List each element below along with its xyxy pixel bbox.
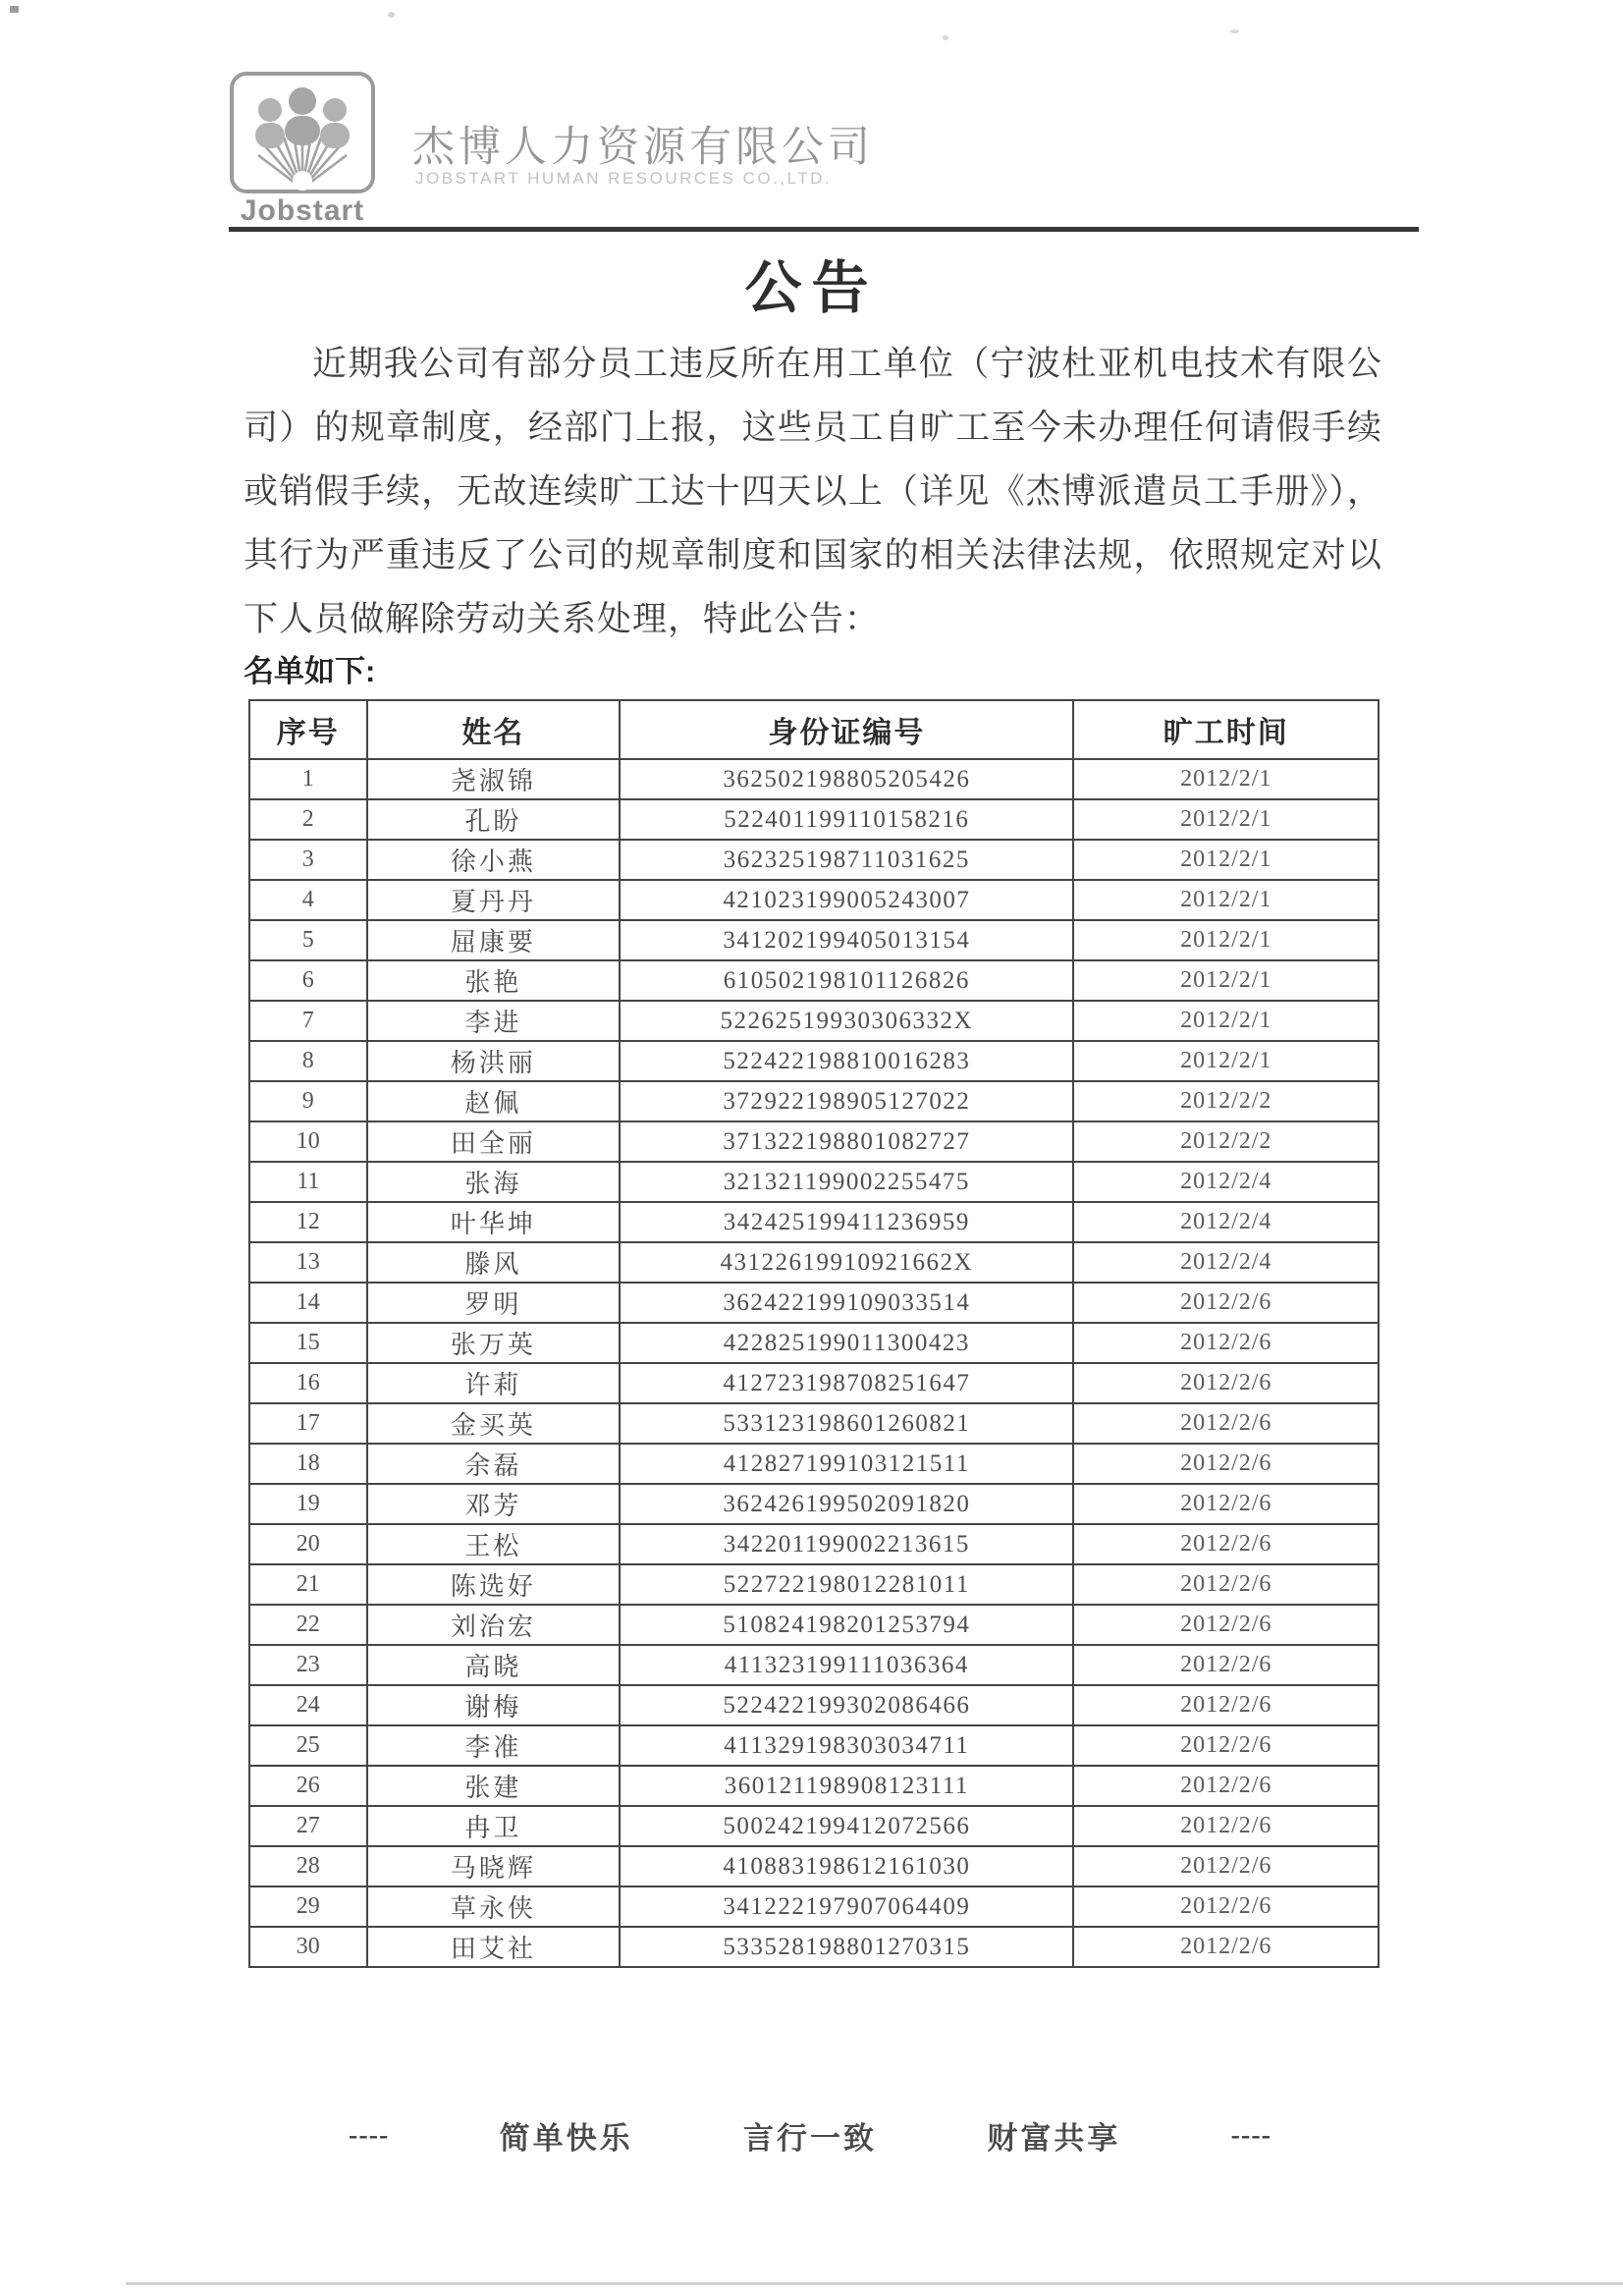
absence-date: 2012/2/1	[1073, 759, 1379, 799]
employee-name: 杨洪丽	[367, 1041, 621, 1081]
row-index: 23	[249, 1645, 367, 1685]
employee-roster-table	[248, 699, 1380, 1968]
row-index: 10	[249, 1121, 367, 1162]
row-index: 22	[249, 1605, 367, 1645]
employee-name: 夏丹丹	[367, 880, 621, 920]
id-number: 522722198012281011	[620, 1564, 1073, 1605]
id-number: 341202199405013154	[620, 920, 1073, 960]
id-number: 522401199110158216	[620, 799, 1073, 840]
table-row	[249, 1886, 1379, 1927]
row-index: 14	[249, 1283, 367, 1323]
employee-name: 徐小燕	[367, 840, 621, 880]
row-index: 15	[249, 1323, 367, 1363]
employee-name: 谢梅	[367, 1685, 621, 1725]
absence-date: 2012/2/6	[1073, 1363, 1379, 1403]
employee-name: 尧淑锦	[367, 759, 621, 799]
absence-date: 2012/2/6	[1073, 1927, 1379, 1967]
row-index: 7	[249, 1001, 367, 1041]
row-index: 6	[249, 960, 367, 1001]
id-number: 533123198601260821	[620, 1403, 1073, 1444]
id-number: 372922198905127022	[620, 1081, 1073, 1121]
id-number: 410883198612161030	[620, 1846, 1073, 1886]
id-number: 362426199502091820	[620, 1484, 1073, 1524]
table-row	[249, 1564, 1379, 1605]
employee-name: 草永侠	[367, 1886, 621, 1927]
absence-date: 2012/2/6	[1073, 1645, 1379, 1685]
absence-date: 2012/2/1	[1073, 799, 1379, 840]
absence-date: 2012/2/1	[1073, 880, 1379, 920]
header-divider	[229, 227, 1419, 232]
row-index: 24	[249, 1685, 367, 1725]
table-row	[249, 1806, 1379, 1846]
table-row	[249, 799, 1379, 840]
scan-artifact	[10, 6, 19, 13]
employee-name: 屈康要	[367, 920, 621, 960]
absence-date: 2012/2/1	[1073, 1041, 1379, 1081]
scan-artifact	[1230, 29, 1239, 33]
id-number: 362325198711031625	[620, 840, 1073, 880]
row-index: 21	[249, 1564, 367, 1605]
footer-dashes-right: ----	[1230, 2119, 1271, 2151]
id-number: 500242199412072566	[620, 1806, 1073, 1846]
employee-name: 张海	[367, 1162, 621, 1202]
table-row	[249, 1484, 1379, 1524]
employee-name: 李准	[367, 1725, 621, 1766]
footer-slogan-2: 言行一致	[742, 2121, 877, 2156]
table-row	[249, 880, 1379, 920]
row-index: 11	[249, 1162, 367, 1202]
footer-slogan-1: 简单快乐	[499, 2121, 633, 2156]
id-number: 341222197907064409	[620, 1886, 1073, 1927]
table-row	[249, 1121, 1379, 1162]
employee-name: 张建	[367, 1766, 621, 1806]
employee-name: 罗明	[367, 1283, 621, 1323]
employee-name: 田艾社	[367, 1927, 621, 1967]
table-row	[249, 1685, 1379, 1725]
id-number: 411329198303034711	[620, 1725, 1073, 1766]
table-row	[249, 1162, 1379, 1202]
row-index: 2	[249, 799, 367, 840]
scan-artifact	[943, 35, 948, 40]
col-header-id-number: 身份证编号	[620, 700, 1073, 759]
absence-date: 2012/2/4	[1073, 1162, 1379, 1202]
absence-date: 2012/2/6	[1073, 1283, 1379, 1323]
employee-name: 许莉	[367, 1363, 621, 1403]
table-row	[249, 1363, 1379, 1403]
table-row	[249, 1766, 1379, 1806]
row-index: 19	[249, 1484, 367, 1524]
absence-date: 2012/2/2	[1073, 1121, 1379, 1162]
table-row	[249, 1403, 1379, 1444]
employee-name: 孔盼	[367, 799, 621, 840]
id-number: 360121198908123111	[620, 1766, 1073, 1806]
table-row	[249, 1846, 1379, 1886]
id-number: 342425199411236959	[620, 1202, 1073, 1242]
absence-date: 2012/2/4	[1073, 1242, 1379, 1283]
absence-date: 2012/2/6	[1073, 1685, 1379, 1725]
absence-date: 2012/2/6	[1073, 1444, 1379, 1484]
employee-name: 高晓	[367, 1645, 621, 1685]
col-header-absence-date: 旷工时间	[1073, 700, 1379, 759]
footer-slogan	[349, 2113, 1271, 2158]
id-number: 342201199002213615	[620, 1524, 1073, 1564]
announcement-paragraph: 近期我公司有部分员工违反所在用工单位（宁波杜亚机电技术有限公司）的规章制度，经部门上报，这些员工自旷工至今未办理任何请假手续或销假手续，无故连续旷工达十四天以上（详见《杰博派遣员工手册》），其行为严重违反了公司的规章制度和国家的相关法律法规，依照规定对以下人员做解除劳动关系处理，特此公告：	[243, 345, 1382, 638]
absence-date: 2012/2/6	[1073, 1484, 1379, 1524]
table-row	[249, 1524, 1379, 1564]
footer-slogan-3: 财富共享	[987, 2121, 1121, 2156]
col-header-index: 序号	[249, 700, 367, 759]
row-index: 9	[249, 1081, 367, 1121]
id-number: 321321199002255475	[620, 1162, 1073, 1202]
id-number: 411323199111036364	[620, 1645, 1073, 1685]
row-index: 18	[249, 1444, 367, 1484]
absence-date: 2012/2/1	[1073, 960, 1379, 1001]
id-number: 362422199109033514	[620, 1283, 1073, 1323]
row-index: 26	[249, 1766, 367, 1806]
table-row	[249, 1605, 1379, 1645]
id-number: 533528198801270315	[620, 1927, 1073, 1967]
company-logo-icon	[229, 71, 376, 194]
table-row	[249, 1041, 1379, 1081]
absence-date: 2012/2/2	[1073, 1081, 1379, 1121]
row-index: 5	[249, 920, 367, 960]
row-index: 8	[249, 1041, 367, 1081]
id-number: 371322198801082727	[620, 1121, 1073, 1162]
scan-edge	[126, 2282, 1623, 2285]
employee-name: 王松	[367, 1524, 621, 1564]
row-index: 1	[249, 759, 367, 799]
table-row	[249, 1283, 1379, 1323]
absence-date: 2012/2/6	[1073, 1564, 1379, 1605]
employee-name: 陈选好	[367, 1564, 621, 1605]
absence-date: 2012/2/6	[1073, 1323, 1379, 1363]
col-header-name: 姓名	[367, 700, 621, 759]
absence-date: 2012/2/6	[1073, 1846, 1379, 1886]
table-row	[249, 1001, 1379, 1041]
absence-date: 2012/2/6	[1073, 1403, 1379, 1444]
absence-date: 2012/2/6	[1073, 1605, 1379, 1645]
id-number: 522422199302086466	[620, 1685, 1073, 1725]
absence-date: 2012/2/6	[1073, 1806, 1379, 1846]
row-index: 20	[249, 1524, 367, 1564]
row-index: 3	[249, 840, 367, 880]
absence-date: 2012/2/1	[1073, 920, 1379, 960]
employee-name: 邓芳	[367, 1484, 621, 1524]
table-row	[249, 920, 1379, 960]
id-number: 422825199011300423	[620, 1323, 1073, 1363]
absence-date: 2012/2/6	[1073, 1524, 1379, 1564]
row-index: 30	[249, 1927, 367, 1967]
id-number: 412827199103121511	[620, 1444, 1073, 1484]
row-index: 27	[249, 1806, 367, 1846]
table-row	[249, 759, 1379, 799]
table-header-row	[249, 700, 1379, 759]
row-index: 29	[249, 1886, 367, 1927]
table-body	[249, 759, 1379, 1967]
absence-date: 2012/2/6	[1073, 1886, 1379, 1927]
id-number: 362502198805205426	[620, 759, 1073, 799]
id-number: 510824198201253794	[620, 1605, 1073, 1645]
absence-date: 2012/2/4	[1073, 1202, 1379, 1242]
row-index: 12	[249, 1202, 367, 1242]
row-index: 16	[249, 1363, 367, 1403]
employee-name: 金买英	[367, 1403, 621, 1444]
table-row	[249, 1242, 1379, 1283]
id-number: 52262519930306332X	[620, 1001, 1073, 1041]
table-row	[249, 1202, 1379, 1242]
row-index: 4	[249, 880, 367, 920]
absence-date: 2012/2/6	[1073, 1725, 1379, 1766]
employee-name: 刘治宏	[367, 1605, 621, 1645]
table-row	[249, 1645, 1379, 1685]
scan-artifact	[388, 12, 395, 18]
employee-name: 马晓辉	[367, 1846, 621, 1886]
absence-date: 2012/2/6	[1073, 1766, 1379, 1806]
page-title: 公告	[744, 256, 879, 320]
employee-name: 李进	[367, 1001, 621, 1041]
table-row	[249, 1081, 1379, 1121]
id-number: 610502198101126826	[620, 960, 1073, 1001]
row-index: 28	[249, 1846, 367, 1886]
id-number: 522422198810016283	[620, 1041, 1073, 1081]
id-number: 412723198708251647	[620, 1363, 1073, 1403]
table-row	[249, 1444, 1379, 1484]
id-number: 421023199005243007	[620, 880, 1073, 920]
logo-wordmark: Jobstart	[240, 194, 365, 227]
row-index: 25	[249, 1725, 367, 1766]
row-index: 17	[249, 1403, 367, 1444]
footer-dashes-left: ----	[349, 2119, 390, 2151]
table-row	[249, 960, 1379, 1001]
table-row	[249, 840, 1379, 880]
employee-name: 滕风	[367, 1242, 621, 1283]
employee-name: 叶华坤	[367, 1202, 621, 1242]
employee-name: 冉卫	[367, 1806, 621, 1846]
table-row	[249, 1927, 1379, 1967]
row-index: 13	[249, 1242, 367, 1283]
absence-date: 2012/2/1	[1073, 840, 1379, 880]
employee-name: 张万英	[367, 1323, 621, 1363]
absence-date: 2012/2/1	[1073, 1001, 1379, 1041]
employee-name: 张艳	[367, 960, 621, 1001]
employee-name: 赵佩	[367, 1081, 621, 1121]
employee-name: 余磊	[367, 1444, 621, 1484]
employee-name: 田全丽	[367, 1121, 621, 1162]
company-name-cn: 杰博人力资源有限公司	[412, 124, 874, 171]
id-number: 43122619910921662X	[620, 1242, 1073, 1283]
table-row	[249, 1323, 1379, 1363]
list-label: 名单如下:	[243, 654, 376, 688]
table-row	[249, 1725, 1379, 1766]
company-name-en: JOBSTART HUMAN RESOURCES CO.,LTD.	[415, 169, 833, 188]
